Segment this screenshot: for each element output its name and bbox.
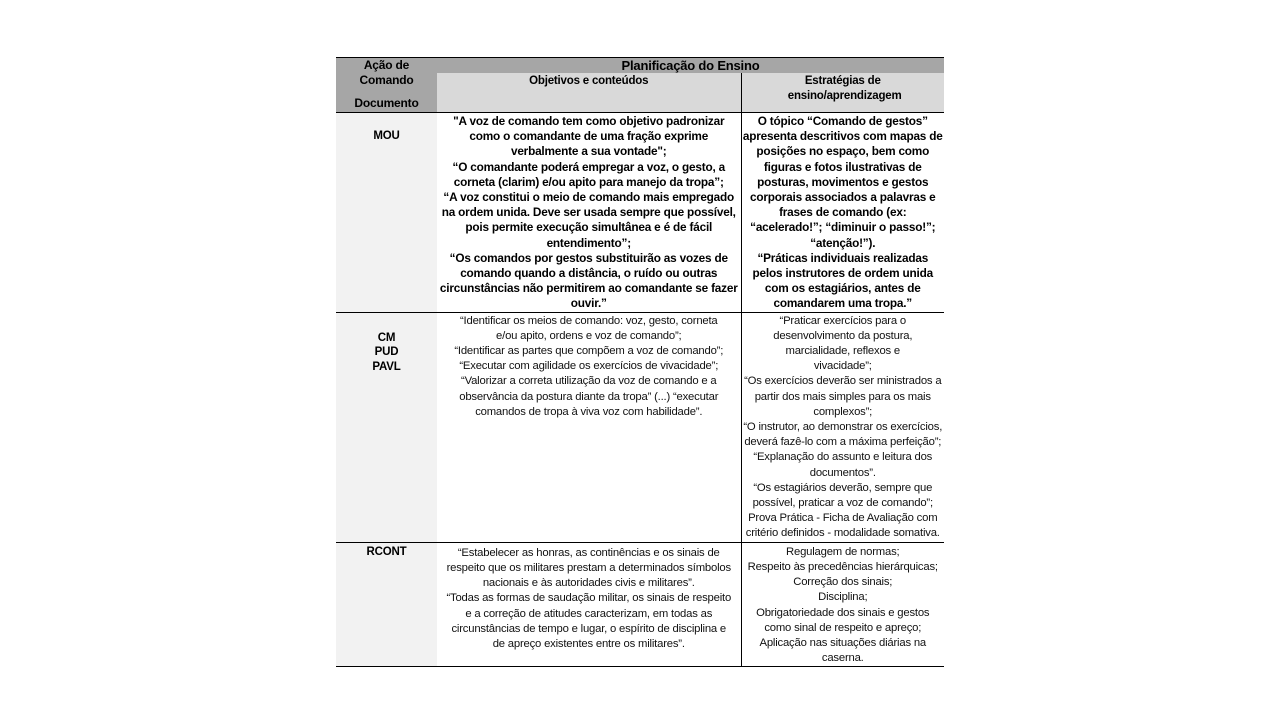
objective-text: “Identificar os meios de comando: voz, gesto, corneta e/ou apito, ordens e voz de comando”; [459,314,718,342]
header-document-column [336,58,437,113]
document-code: MOU [373,130,400,142]
header-left-line-3: Documento [354,96,419,110]
document-code: CM [377,331,396,344]
header-left-line-1: Ação de [363,58,410,72]
strategy-text: “Os estagiários deverão, sempre que possível, praticar a voz de comando”; [752,481,933,510]
objective-text: “A voz constitui o meio de comando mais empregado na ordem unida. Deve ser usada sempre que possível, pois permite execução simultânea e é de fácil entendimento”; [441,190,736,250]
strategy-text: Respeito às precedências hierárquicas; [747,560,938,573]
header-left-line-2: Comando [359,73,414,87]
table-row [336,113,944,313]
teaching-plan-table [336,57,944,667]
objectives-cell [437,542,741,667]
objective-text: “Valorizar a correta utilização da voz de comando e a observância da postura diante da tropa” (...) “executar comandos de tropa à viva voz com habilidade”. [459,375,719,418]
strategy-text: Aplicação nas situações diárias na caserna. [759,636,927,665]
header-strategies-label: Estratégias de ensino/aprendizagem [787,75,902,102]
strategy-text: Obrigatoriedade dos sinais e gestos como sinal de respeito e apreço; [756,606,930,634]
objective-text: “Todas as formas de saudação militar, os sinais de respeito e a correção de atitudes caracterizam, em todas as circunstâncias de tempo e lugar, o espírito de disciplina e de apreço existentes entre os militares”. [446,592,732,650]
strategy-text: Regulagem de normas; [786,545,900,558]
document-cell [336,113,437,313]
header-strategies [741,73,944,113]
document-cell [336,542,437,667]
header-objectives: Objetivos e conteúdos [437,73,741,113]
strategies-cell [741,312,944,542]
strategy-text: “Explanação do assunto e leitura dos documentos”. [753,451,933,479]
strategies-cell [741,113,944,313]
objective-text: “Os comandos por gestos substituirão as vozes de comando quando a distância, o ruído ou outras circunstâncias não permitirem ao comandante se fazer ouvir.” [439,250,738,311]
objective-text: “Executar com agilidade os exercícios de vivacidade”; [459,360,719,373]
strategy-text: “Práticas individuais realizadas pelos instrutores de ordem unida com os estagiários, antes de comandarem uma tropa.” [752,250,933,311]
document-code: PAVL [372,360,401,373]
table-title: Planificação do Ensino [437,58,944,74]
strategy-text: “O instrutor, ao demonstrar os exercícios, deverá fazê-lo com a máxima perfeição”; [743,421,943,449]
document-code: PUD [374,346,399,359]
objective-text: “O comandante poderá empregar a voz, o gesto, a corneta (clarim) e/ou apito para manejo da tropa”; [452,159,725,189]
strategy-text: Correção dos sinais; [793,576,893,589]
strategy-text: Disciplina; [818,591,868,604]
objective-text: "A voz de comando tem como objetivo padronizar como o comandante de uma fração exprime verbalmente a sua vontade"; [453,114,725,159]
table-row [336,542,944,667]
objective-text: “Identificar as partes que compõem a voz de comando”; [454,345,724,358]
strategy-text: “Os exercícios deverão ser ministrados a partir dos mais simples para os mais complexos”; [744,375,942,418]
strategy-text: “Praticar exercícios para o desenvolvimento da postura, marcialidade, reflexos e vivacidade”; [773,314,913,373]
objectives-cell [437,312,741,542]
objectives-cell [437,113,741,313]
document-codes [336,313,437,375]
strategy-text: Prova Prática - Ficha de Avaliação com critério definidos - modalidade somativa. [745,512,940,540]
strategy-text: O tópico “Comando de gestos” apresenta descritivos com mapas de posições no espaço, bem como figuras e fotos ilustrativas de posturas, movimentos e gestos corporais associados a palavras e frases de comando (ex: “acelerado!”; “diminuir o passo!”; “atenção!”). [742,114,943,250]
objective-text: “Estabelecer as honras, as continências e os sinais de respeito que os militares prestam a determinados símbolos nacionais e às autoridades civis e militares”. [446,546,731,590]
strategies-cell [741,542,944,667]
document-cell [336,312,437,542]
table-row [336,312,944,542]
document-code: RCONT [366,545,407,558]
